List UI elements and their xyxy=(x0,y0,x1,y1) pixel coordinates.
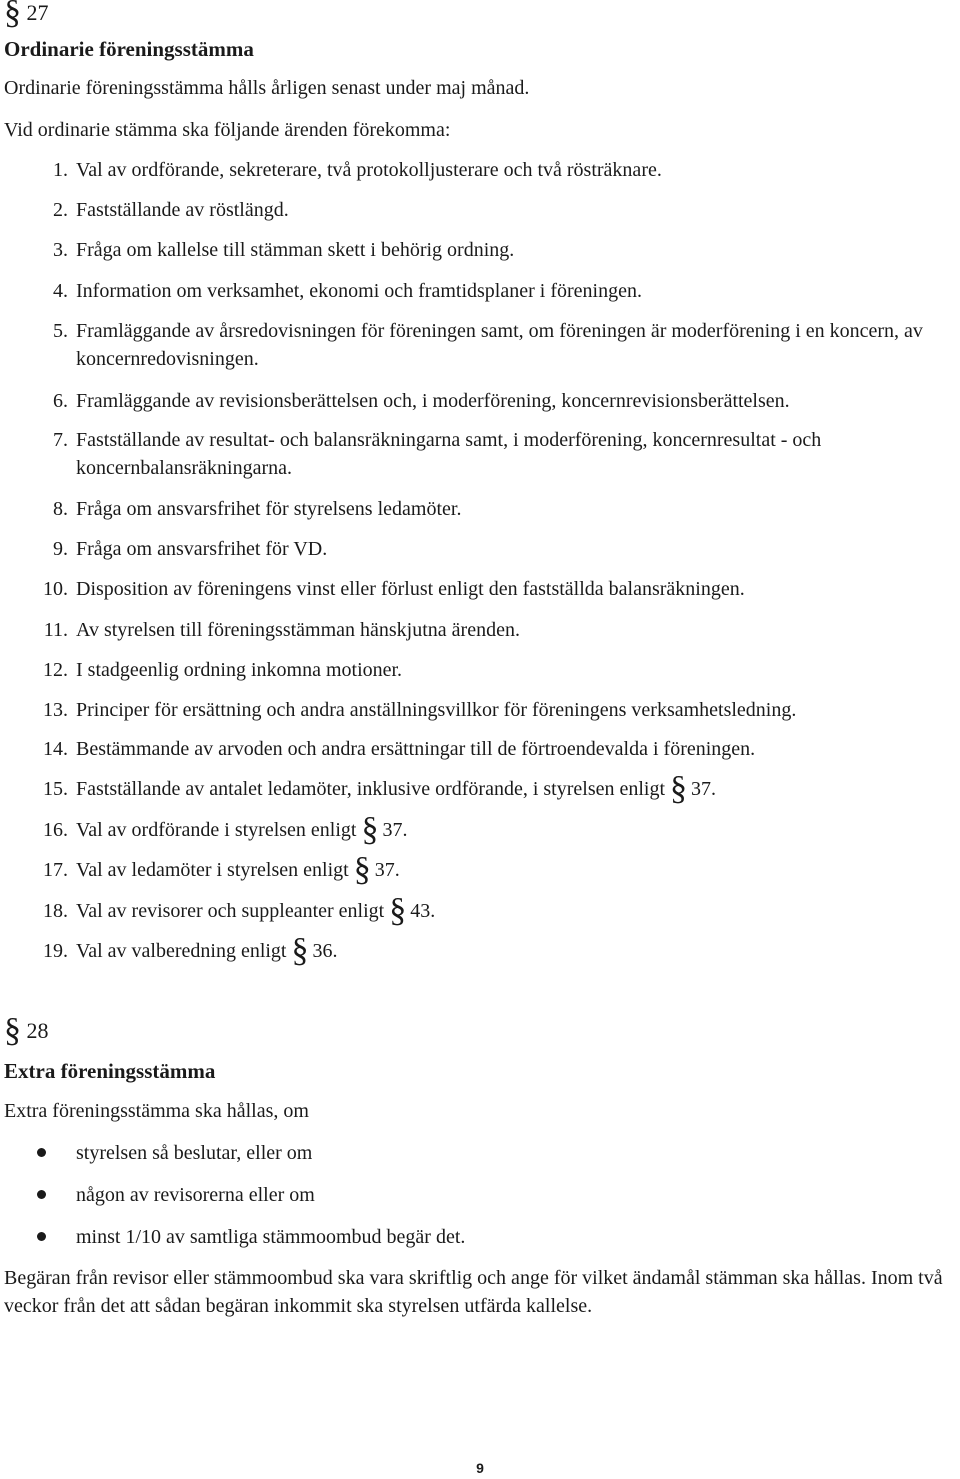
list-item xyxy=(0,1181,958,1209)
section-reference: 36. xyxy=(312,940,338,962)
agenda-item-number: 16. xyxy=(43,819,68,841)
agenda-item-number: 6. xyxy=(53,390,68,412)
section-reference: 43. xyxy=(410,900,436,922)
agenda-item xyxy=(0,735,958,763)
list-item-text: minst 1/10 av samtliga stämmoombud begär det. xyxy=(76,1226,466,1248)
agenda-item xyxy=(0,277,958,305)
agenda-item xyxy=(0,575,958,603)
agenda-item-text: Av styrelsen till föreningsstämman hänskjutna ärenden. xyxy=(76,619,520,641)
agenda-item xyxy=(0,811,958,848)
agenda-item-number: 18. xyxy=(43,900,68,922)
agenda-item-number: 4. xyxy=(53,280,68,302)
section-28-intro: Extra föreningsstämma ska hållas, om xyxy=(4,1100,309,1122)
section-symbol: § xyxy=(389,892,407,929)
agenda-item-number: 8. xyxy=(53,498,68,520)
agenda-item xyxy=(0,616,958,644)
agenda-item-text: Information om verksamhet, ekonomi och framtidsplaner i föreningen. xyxy=(76,280,642,302)
section-27-paragraph: Vid ordinarie stämma ska följande ärenden förekomma: xyxy=(4,119,451,141)
section-27-title: Ordinarie föreningsstämma xyxy=(4,37,254,61)
agenda-item-number: 19. xyxy=(43,940,68,962)
agenda-item-number: 11. xyxy=(43,619,68,641)
section-28-number xyxy=(4,1012,49,1049)
agenda-item-text: I stadgeenlig ordning inkomna motioner. xyxy=(76,659,403,681)
agenda-item xyxy=(0,851,958,888)
agenda-item-text: Fråga om kallelse till stämman skett i behörig ordning. xyxy=(76,239,515,261)
agenda-item-text: Val av ordförande i styrelsen enligt xyxy=(76,819,357,841)
agenda-item xyxy=(0,196,958,224)
agenda-item-text: Fastställande av röstlängd. xyxy=(76,199,289,221)
section-reference: 37. xyxy=(691,778,717,800)
agenda-item xyxy=(0,892,958,929)
section-27-paragraph: Ordinarie föreningsstämma hålls årligen senast under maj månad. xyxy=(4,77,530,99)
agenda-item-text: Fråga om ansvarsfrihet för styrelsens ledamöter. xyxy=(76,498,462,520)
agenda-item xyxy=(0,495,958,523)
agenda-item xyxy=(0,535,958,563)
section-symbol: § xyxy=(670,770,688,807)
agenda-item-text: Framläggande av revisionsberättelsen och, i moderförening, koncernrevisionsberättelsen. xyxy=(76,390,790,412)
agenda-item-text: Disposition av föreningens vinst eller förlust enligt den fastställda balansräkningen. xyxy=(76,578,745,600)
section-28-title: Extra föreningsstämma xyxy=(4,1059,216,1083)
agenda-item xyxy=(0,770,958,807)
section-reference: 37. xyxy=(382,819,408,841)
list-item xyxy=(0,1223,958,1251)
section-symbol: § xyxy=(4,1012,21,1049)
agenda-item xyxy=(0,156,958,184)
list-item-text: styrelsen så beslutar, eller om xyxy=(76,1142,313,1164)
agenda-item-number: 14. xyxy=(43,738,68,760)
section-28-closing: Begäran från revisor eller stämmoombud ska vara skriftlig och ange för vilket ändamål stämman ska hållas. Inom två veckor från det att sådan begäran inkommit ska styrelsen utfärda kallelse. xyxy=(4,1267,943,1317)
agenda-item-number: 5. xyxy=(53,320,68,342)
agenda-item-number: 17. xyxy=(43,859,68,881)
agenda-item-text: Val av ordförande, sekreterare, två protokolljusterare och två rösträknare. xyxy=(76,159,662,181)
section-symbol: § xyxy=(291,932,309,969)
agenda-item xyxy=(0,426,958,482)
agenda-item-text: Val av ledamöter i styrelsen enligt xyxy=(76,859,349,881)
agenda-item-number: 10. xyxy=(43,578,68,600)
bullet-icon xyxy=(37,1190,46,1199)
page-number: 9 xyxy=(476,1460,484,1476)
agenda-item xyxy=(0,236,958,264)
section-27-number xyxy=(4,0,49,31)
section-number: 27 xyxy=(26,0,49,25)
list-item-text: någon av revisorerna eller om xyxy=(76,1184,315,1206)
bullet-icon xyxy=(37,1148,46,1157)
bullet-icon xyxy=(37,1232,46,1241)
agenda-item-text: Fråga om ansvarsfrihet för VD. xyxy=(76,538,328,560)
agenda-item-number: 7. xyxy=(53,429,68,451)
section-symbol: § xyxy=(361,811,379,848)
section-reference: 37. xyxy=(374,859,400,881)
agenda-item-number: 1. xyxy=(53,159,68,181)
agenda-item-text: Val av revisorer och suppleanter enligt xyxy=(76,900,385,922)
section-symbol: § xyxy=(353,851,371,888)
agenda-item-text: Fastställande av resultat- och balansräkningarna samt, i moderförening, koncernresultat - och koncernbalansräkningarna. xyxy=(76,429,822,479)
agenda-item xyxy=(0,317,958,373)
agenda-item xyxy=(0,387,958,415)
agenda-item-number: 12. xyxy=(43,659,68,681)
agenda-item-number: 13. xyxy=(43,699,68,721)
section-symbol: § xyxy=(4,0,21,31)
agenda-item-text: Principer för ersättning och andra anställningsvillkor för föreningens verksamhetsledning. xyxy=(76,699,797,721)
agenda-item-number: 9. xyxy=(53,538,68,560)
agenda-item xyxy=(0,696,958,724)
agenda-item-text: Bestämmande av arvoden och andra ersättningar till de förtroendevalda i föreningen. xyxy=(76,738,756,760)
agenda-item-number: 3. xyxy=(53,239,68,261)
agenda-item xyxy=(0,932,958,969)
agenda-item-text: Framläggande av årsredovisningen för föreningen samt, om föreningen är moderförening i en koncern, av koncernredovisningen. xyxy=(76,320,923,370)
agenda-item-text: Val av valberedning enligt xyxy=(76,940,287,962)
list-item xyxy=(0,1139,958,1167)
agenda-item-number: 2. xyxy=(53,199,68,221)
agenda-item-text: Fastställande av antalet ledamöter, inklusive ordförande, i styrelsen enligt xyxy=(76,778,666,800)
agenda-item xyxy=(0,656,958,684)
section-number: 28 xyxy=(26,1018,49,1043)
agenda-item-number: 15. xyxy=(43,778,68,800)
